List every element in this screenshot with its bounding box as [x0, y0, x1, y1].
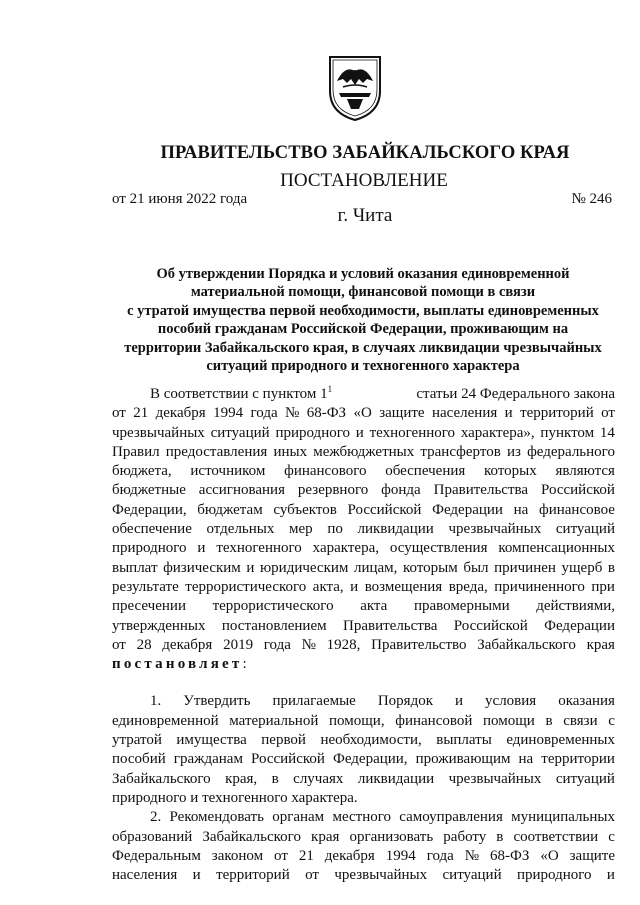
word: фонда	[381, 482, 421, 499]
word: бюджетам	[197, 501, 263, 518]
word: проживающим	[415, 751, 511, 768]
word: при	[591, 578, 615, 595]
word: года	[426, 847, 454, 864]
word: гражданам	[173, 751, 243, 768]
word: Федерации,	[112, 501, 187, 518]
word: с	[608, 712, 615, 729]
word: чрезвычайных	[112, 424, 205, 441]
word: чрезвычайных	[448, 770, 542, 787]
text-line	[112, 481, 615, 500]
word: края	[311, 828, 340, 845]
word: правомерными	[413, 598, 510, 615]
word: Федеральным	[112, 847, 201, 864]
word: оказания	[558, 693, 615, 710]
word: в	[271, 770, 279, 787]
word: террористического	[212, 598, 334, 615]
word: утратой	[112, 732, 162, 749]
word: и	[350, 578, 359, 595]
word: декабря	[324, 847, 375, 864]
text-line	[112, 712, 615, 731]
word: обеспечения	[385, 463, 466, 480]
word: Правительства	[433, 482, 529, 499]
word: 1928,	[326, 636, 361, 653]
document-title	[108, 265, 618, 375]
word: случаях	[293, 770, 344, 787]
word: Российской	[347, 501, 422, 518]
word: характера,	[312, 540, 379, 557]
word: в	[496, 828, 504, 845]
text-line	[112, 828, 615, 847]
word: результате	[112, 578, 179, 595]
text-line	[112, 443, 615, 462]
word: по	[327, 521, 343, 538]
word: действиями,	[536, 598, 615, 615]
title-line: территории Забайкальского края, в случаях ликвидации чрезвычайных	[124, 339, 602, 356]
word: 14	[599, 424, 615, 441]
word: муниципальных	[511, 809, 615, 826]
word: от	[274, 847, 288, 864]
word: трансфертов	[420, 443, 501, 460]
word: Российской	[453, 617, 528, 634]
word: Федерации	[432, 501, 503, 518]
word: 21	[133, 405, 149, 422]
word: предоставления	[165, 443, 268, 460]
word: чрезвычайных	[448, 521, 542, 538]
word: территорий	[520, 405, 594, 422]
word: которых	[483, 463, 537, 480]
word: которым	[402, 559, 458, 576]
word: отдельных	[206, 521, 275, 538]
text-fragment: В соответствии с пунктом 11	[150, 384, 333, 402]
word: и	[197, 540, 206, 557]
word: выплат	[112, 559, 158, 576]
text-line	[112, 808, 615, 827]
word: единовременных	[506, 732, 615, 749]
document-date: от 21 июня 2022 года	[112, 191, 248, 207]
word: Федерации	[544, 617, 615, 634]
word: 1.	[150, 693, 162, 710]
word: ассигнования	[198, 482, 285, 499]
word: Российской	[541, 482, 615, 499]
word: 2.	[150, 809, 162, 826]
word: вреда,	[448, 578, 488, 595]
word: Забайкальского	[477, 636, 576, 653]
word: причиненного	[494, 578, 585, 595]
word: 68-ФЗ	[490, 847, 530, 864]
word: юридическим	[259, 559, 349, 576]
word: первой	[261, 732, 306, 749]
resolves-line: постановляет:	[112, 656, 247, 673]
word: являются	[555, 463, 615, 480]
text-fragment: статьи 24 Федерального закона	[416, 386, 615, 402]
coat-of-arms-emblem	[325, 53, 385, 123]
document-type: ПОСТАНОВЛЕНИЕ	[280, 170, 448, 191]
title-line: материальной помощи, финансовой помощи в связи	[190, 284, 536, 301]
word: местного	[332, 809, 391, 826]
text-line	[112, 404, 615, 423]
word: декабря	[162, 636, 213, 653]
word: самоуправления	[399, 809, 503, 826]
word: связи	[563, 712, 598, 729]
word: ущерб	[561, 559, 603, 576]
word: ситуаций	[555, 521, 615, 538]
word: территории	[541, 751, 615, 768]
word: 1994	[213, 405, 244, 422]
title-line: с утратой имущества первой необходимости, выплаты единовременных	[127, 302, 599, 319]
word: акта	[360, 598, 388, 615]
word: пунктом	[540, 424, 595, 441]
word: финансового	[284, 463, 367, 480]
word: природного	[112, 540, 187, 557]
word: бюджета,	[112, 463, 172, 480]
word: помощи,	[329, 712, 385, 729]
word: из	[506, 443, 521, 460]
word: Порядок	[377, 693, 433, 710]
word: Утвердить	[183, 693, 251, 710]
word: на	[513, 501, 529, 518]
text-line	[112, 578, 615, 597]
word: в	[607, 559, 615, 576]
text-line	[112, 539, 615, 558]
word: характера»,	[460, 424, 535, 441]
word: от	[601, 405, 615, 422]
word: физическим	[163, 559, 241, 576]
word: единовременной	[112, 712, 219, 729]
word: обеспечение	[112, 521, 192, 538]
text-line	[112, 636, 615, 655]
word: техногенного	[216, 540, 302, 557]
preamble-paragraph	[112, 385, 615, 674]
word: Федерации,	[332, 751, 408, 768]
item-2-paragraph	[112, 808, 615, 885]
word: работу	[443, 828, 487, 845]
word: Правил	[112, 443, 160, 460]
word: Российской	[250, 751, 325, 768]
word: федерального	[527, 443, 615, 460]
word: техногенного	[369, 424, 456, 441]
word: года	[263, 636, 291, 653]
item-1-paragraph	[112, 692, 615, 808]
text-line	[112, 462, 615, 481]
text-line	[112, 731, 615, 750]
text-line	[112, 520, 615, 539]
word: компенсационных	[498, 540, 615, 557]
text-line	[112, 559, 615, 578]
resolves-word: постановляет	[112, 656, 243, 673]
text-line	[112, 750, 615, 769]
word: иных	[273, 443, 308, 460]
word: природного	[516, 867, 592, 884]
word: постановлением	[221, 617, 327, 634]
word: субъектов	[273, 501, 337, 518]
text-line	[112, 692, 615, 711]
word: образований	[112, 828, 193, 845]
word: ликвидации	[357, 770, 435, 787]
word: от	[112, 405, 126, 422]
word: ситуаций	[210, 424, 270, 441]
word: ликвидации	[357, 521, 434, 538]
word: террористического	[185, 578, 307, 595]
word: прилагаемые	[272, 693, 356, 710]
word: 68-ФЗ	[306, 405, 347, 422]
word: «О	[353, 405, 372, 422]
word: Правительство	[371, 636, 467, 653]
title-line: Об утверждении Порядка и условий оказания единовременной	[156, 266, 570, 282]
text-line	[112, 501, 615, 520]
word: населения	[431, 405, 498, 422]
word: и	[455, 693, 464, 710]
word: организовать	[349, 828, 434, 845]
word: Рекомендовать	[169, 809, 264, 826]
text-line	[112, 770, 615, 789]
word: законом	[211, 847, 264, 864]
word: «О	[540, 847, 559, 864]
text-line	[112, 617, 615, 636]
word: и	[355, 424, 364, 441]
word: финансовой	[395, 712, 473, 729]
word: и	[192, 867, 201, 884]
word: источником	[190, 463, 266, 480]
word: помощи	[483, 712, 535, 729]
document-city: г. Чита	[337, 205, 393, 226]
word: межбюджетных	[313, 443, 415, 460]
word: лицам,	[353, 559, 398, 576]
word: природного	[275, 424, 350, 441]
word: акта,	[312, 578, 344, 595]
text-line	[112, 385, 615, 404]
word: ситуаций	[555, 770, 615, 787]
word: имущества	[176, 732, 247, 749]
word: на	[518, 751, 534, 768]
text-line	[112, 866, 615, 885]
word: пособий	[112, 751, 166, 768]
word: возмещения	[364, 578, 443, 595]
word: с	[608, 828, 615, 845]
word: утвержденных	[112, 617, 206, 634]
word: №	[285, 405, 300, 422]
word: в	[545, 712, 553, 729]
word: ситуаций	[442, 867, 502, 884]
word: 21	[298, 847, 314, 864]
word: населения	[112, 867, 178, 884]
word: 1994	[385, 847, 416, 864]
word: выплаты	[436, 732, 492, 749]
word: и	[246, 559, 255, 576]
text-line	[112, 424, 615, 443]
word: чрезвычайных	[334, 867, 428, 884]
text-line	[112, 597, 615, 616]
word: и	[504, 405, 513, 422]
title-line: пособий гражданам Российской Федерации, проживающим на	[157, 321, 569, 338]
word: бюджетные	[112, 482, 186, 499]
word: территорий	[216, 867, 290, 884]
word: от	[112, 636, 126, 653]
word: декабря	[155, 405, 206, 422]
word: необходимости,	[320, 732, 422, 749]
word: и	[606, 867, 615, 884]
word: защите	[379, 405, 425, 422]
word: осуществления	[389, 540, 488, 557]
word: края,	[225, 770, 258, 787]
word: от	[305, 867, 319, 884]
word: резервного	[297, 482, 369, 499]
word: №	[301, 636, 316, 653]
document-number: № 246	[571, 191, 612, 207]
word: причинен	[494, 559, 556, 576]
word: года	[250, 405, 278, 422]
text-line: природного и техногенного характера.	[112, 789, 358, 806]
word: Правительства	[343, 617, 438, 634]
word: Забайкальского	[202, 828, 301, 845]
title-line: ситуаций природного и техногенного характера	[206, 358, 520, 375]
word: соответствии	[513, 828, 599, 845]
word: края	[586, 636, 615, 653]
word: условия	[485, 693, 537, 710]
word: финансовое	[538, 501, 615, 518]
word: был	[463, 559, 489, 576]
word: мер	[289, 521, 313, 538]
word: 2019	[223, 636, 254, 653]
document-body	[112, 385, 615, 885]
text-line	[112, 847, 615, 866]
word: защите	[569, 847, 615, 864]
word: органам	[272, 809, 325, 826]
word: Забайкальского	[112, 770, 211, 787]
government-name: ПРАВИТЕЛЬСТВО ЗАБАЙКАЛЬСКОГО КРАЯ	[160, 143, 570, 163]
word: пресечении	[112, 598, 186, 615]
word: материальной	[229, 712, 319, 729]
word: 28	[136, 636, 152, 653]
word: №	[464, 847, 480, 864]
